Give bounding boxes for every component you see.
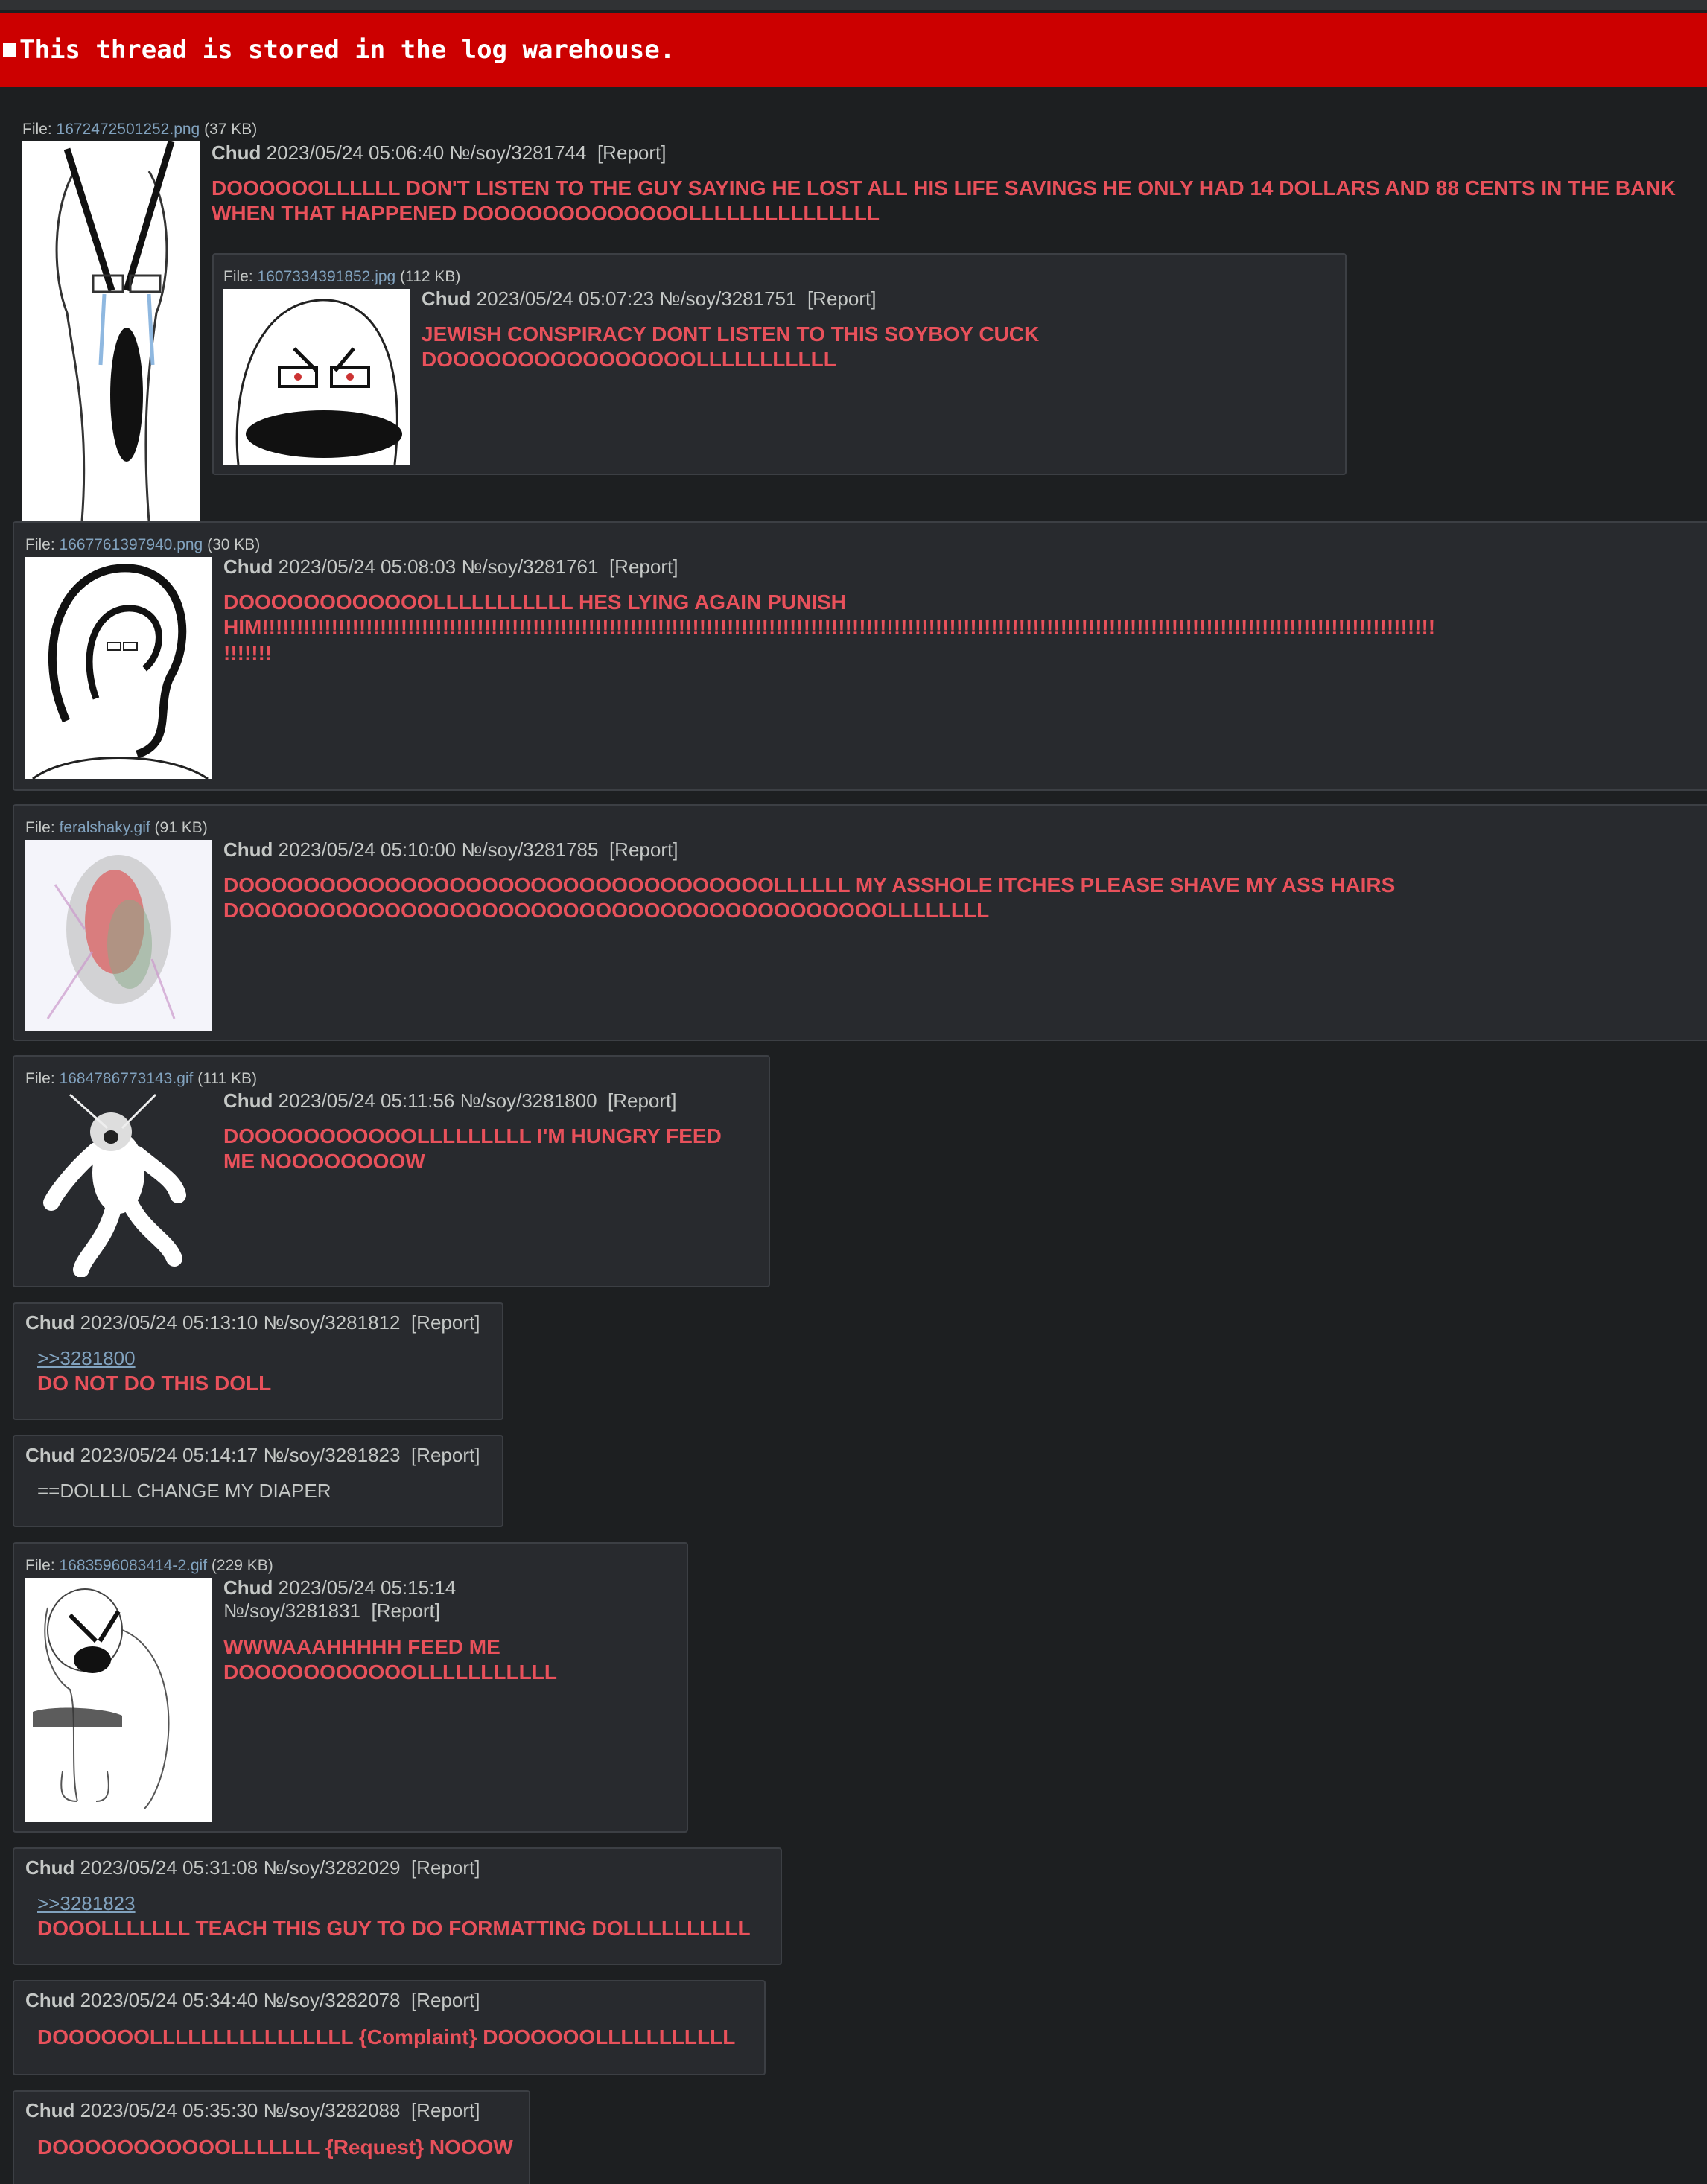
- post-number[interactable]: №/soy/3281785: [461, 838, 599, 861]
- archive-banner: [0, 13, 1707, 87]
- poster-name: Chud: [25, 1989, 75, 2011]
- post-datetime: 2023/05/24 05:34:40: [80, 1989, 258, 2011]
- reply-post: [13, 1980, 766, 2075]
- post-number[interactable]: №/soy/3281800: [460, 1089, 597, 1112]
- square-icon: [3, 43, 16, 57]
- post-header: [223, 1576, 521, 1623]
- post-message: DOOOOOOOOOOOLLLLLLLLL I'M HUNGRY FEED ME NOOOOOOOOW: [223, 1124, 722, 1173]
- post-datetime: 2023/05/24 05:07:23: [476, 287, 655, 310]
- screaming-soyjak-thumbnail: [25, 1578, 212, 1822]
- post-header: [25, 1311, 480, 1334]
- poster-name: Chud: [223, 1089, 273, 1112]
- op-file-link[interactable]: 1672472501252.png: [56, 121, 200, 138]
- post-thumbnail[interactable]: [25, 1091, 212, 1277]
- post-datetime: 2023/05/24 05:35:30: [80, 2099, 258, 2121]
- post-datetime: 2023/05/24 05:10:00: [278, 838, 457, 861]
- wojak-crying-thumbnail: [22, 141, 200, 521]
- post-number[interactable]: №/soy/3281761: [461, 555, 599, 578]
- post-message: DOOOLLLLLLL TEACH THIS GUY TO DO FORMATTING DOLLLLLLLLLL: [37, 1917, 751, 1940]
- post-datetime: 2023/05/24 05:31:08: [80, 1856, 258, 1879]
- report-link[interactable]: [Report]: [597, 141, 667, 164]
- report-link[interactable]: [Report]: [410, 1989, 480, 2011]
- reply-post: [13, 1435, 503, 1527]
- post-message: DOOOOOOOOOOOLLLLLLL {Request} NOOOW: [37, 2136, 513, 2159]
- post-number[interactable]: №/soy/3282029: [263, 1856, 401, 1879]
- banner-text: This thread is stored in the log warehouse.: [19, 35, 676, 65]
- post-number[interactable]: №/soy/3281831: [223, 1599, 361, 1622]
- post-header: [223, 555, 678, 579]
- op-post-header: [212, 141, 666, 165]
- post-message: DOOOOOOLLLLLLLLLLLLLLLL {Complaint} DOOOOOOLLLLLLLLLLL: [37, 2025, 736, 2048]
- report-link[interactable]: [Report]: [608, 555, 678, 578]
- poster-name: Chud: [25, 1444, 75, 1466]
- post-datetime: 2023/05/24 05:08:03: [278, 555, 457, 578]
- file-link[interactable]: 1683596083414-2.gif: [59, 1557, 208, 1574]
- poster-name: Chud: [212, 141, 261, 164]
- file-info: File: 1607334391852.jpg (112 KB): [223, 268, 461, 285]
- post-datetime: 2023/05/24 05:06:40: [266, 141, 445, 164]
- post-datetime: 2023/05/24 05:15:14: [278, 1576, 457, 1599]
- reply-post: [13, 1055, 770, 1287]
- feral-running-soyjak-thumbnail: [25, 1091, 212, 1277]
- poster-name: Chud: [422, 287, 471, 310]
- report-link[interactable]: [Report]: [807, 287, 877, 310]
- poster-name: Chud: [25, 1311, 75, 1334]
- shaky-blur-thumbnail: [25, 840, 212, 1031]
- post-number[interactable]: №/soy/3282088: [263, 2099, 401, 2121]
- report-link[interactable]: [Report]: [410, 1444, 480, 1466]
- file-link[interactable]: 1684786773143.gif: [59, 1070, 194, 1087]
- poster-name: Chud: [223, 838, 273, 861]
- file-info: File: 1683596083414-2.gif (229 KB): [25, 1557, 273, 1574]
- report-link[interactable]: [Report]: [371, 1599, 440, 1622]
- post-message: ==DOLLLL CHANGE MY DIAPER: [37, 1480, 331, 1502]
- post-thumbnail[interactable]: [25, 557, 212, 779]
- post-number[interactable]: №/soy/3281823: [263, 1444, 401, 1466]
- post-header: [25, 1856, 480, 1879]
- post-number[interactable]: №/soy/3281744: [449, 141, 587, 164]
- post-header: [25, 1444, 480, 1467]
- op-thumbnail[interactable]: [22, 141, 200, 521]
- post-message: DOOOOOOOOOOOOOOOOOOOOOOOOOOOOOOOOOLLLLLL MY ASSHOLE ITCHES PLEASE SHAVE MY ASS HAIRS DOOOOOOOOOOOOOOOOOOOOOOOOOOOOOOOOOOOOOOOOLLLLLLLL: [223, 873, 1396, 922]
- post-message: DO NOT DO THIS DOLL: [37, 1372, 272, 1395]
- post-datetime: 2023/05/24 05:11:56: [278, 1089, 455, 1112]
- poster-name: Chud: [25, 1856, 75, 1879]
- post-header: [223, 1089, 677, 1112]
- reply-post: [13, 1847, 782, 1965]
- post-header: [25, 2099, 480, 2122]
- quote-link[interactable]: >>3281800: [37, 1347, 136, 1369]
- poster-name: Chud: [223, 1576, 273, 1599]
- report-link[interactable]: [Report]: [410, 2099, 480, 2121]
- post-message: DOOOOOOOOOOOOLLLLLLLLLLL HES LYING AGAIN PUNISH HIM!!!!!!!!!!!!!!!!!!!!!!!!!!!!!!!!!!!!!!!!!!!!!!!!!!!!!!!!!!!!!!!!!!!!!!!!!!!!!!!!!!!!!!!!!!!!!!!!!!!!!!!!!!!!!!!!!!!!!!!!!!!!!!!!!!!!!!!!!!!!!!!!!!!!!!!!!!!!!!!!!!!!!!!!!!!!!!!!: [223, 590, 1436, 664]
- post-number[interactable]: №/soy/3282078: [263, 1989, 401, 2011]
- post-header: [25, 1989, 480, 2012]
- reply-post: [13, 521, 1707, 791]
- reply-post: [13, 1542, 688, 1833]
- post-datetime: 2023/05/24 05:13:10: [80, 1311, 258, 1334]
- op-file-info: File: 1672472501252.png (37 KB): [22, 121, 258, 138]
- post-datetime: 2023/05/24 05:14:17: [80, 1444, 258, 1466]
- post-thumbnail[interactable]: [25, 1578, 212, 1822]
- wojak-angry-glasses-thumbnail: [223, 289, 410, 465]
- reply-post: [212, 253, 1347, 475]
- file-info: File: 1684786773143.gif (111 KB): [25, 1070, 257, 1087]
- reply-post: [13, 2090, 530, 2184]
- post-header: [422, 287, 876, 311]
- poster-name: Chud: [25, 2099, 75, 2121]
- post-number[interactable]: №/soy/3281751: [659, 287, 797, 310]
- post-number[interactable]: №/soy/3281812: [263, 1311, 401, 1334]
- report-link[interactable]: [Report]: [608, 838, 678, 861]
- file-link[interactable]: 1667761397940.png: [59, 536, 203, 553]
- post-thumbnail[interactable]: [223, 289, 410, 465]
- report-link[interactable]: [Report]: [608, 1089, 677, 1112]
- file-link[interactable]: 1607334391852.jpg: [257, 268, 396, 285]
- reply-post: [13, 804, 1707, 1041]
- op-message: DOOOOOOLLLLLL DON'T LISTEN TO THE GUY SAYING HE LOST ALL HIS LIFE SAVINGS HE ONLY HAD 14 DOLLARS AND 88 CENTS IN THE BANK WHEN THAT HAPPENED DOOOOOOOOOOOOOLLLLLLLLLLLLLLL: [212, 176, 1676, 225]
- file-info: File: 1667761397940.png (30 KB): [25, 536, 261, 553]
- post-thumbnail[interactable]: [25, 840, 212, 1031]
- ear-wojak-thumbnail: [25, 557, 212, 779]
- file-link[interactable]: feralshaky.gif: [59, 819, 150, 836]
- top-bar: [0, 0, 1707, 10]
- post-message: JEWISH CONSPIRACY DONT LISTEN TO THIS SOYBOY CUCK DOOOOOOOOOOOOOOOOLLLLLLLLLLL: [422, 322, 1040, 371]
- poster-name: Chud: [223, 555, 273, 578]
- quote-link[interactable]: >>3281823: [37, 1892, 136, 1914]
- report-link[interactable]: [Report]: [410, 1856, 480, 1879]
- file-info: File: feralshaky.gif (91 KB): [25, 819, 208, 836]
- reply-post: [13, 1302, 503, 1420]
- post-header: [223, 838, 678, 862]
- post-message: WWWAAAHHHHH FEED ME DOOOOOOOOOOOLLLLLLLLLLL: [223, 1635, 557, 1684]
- report-link[interactable]: [Report]: [410, 1311, 480, 1334]
